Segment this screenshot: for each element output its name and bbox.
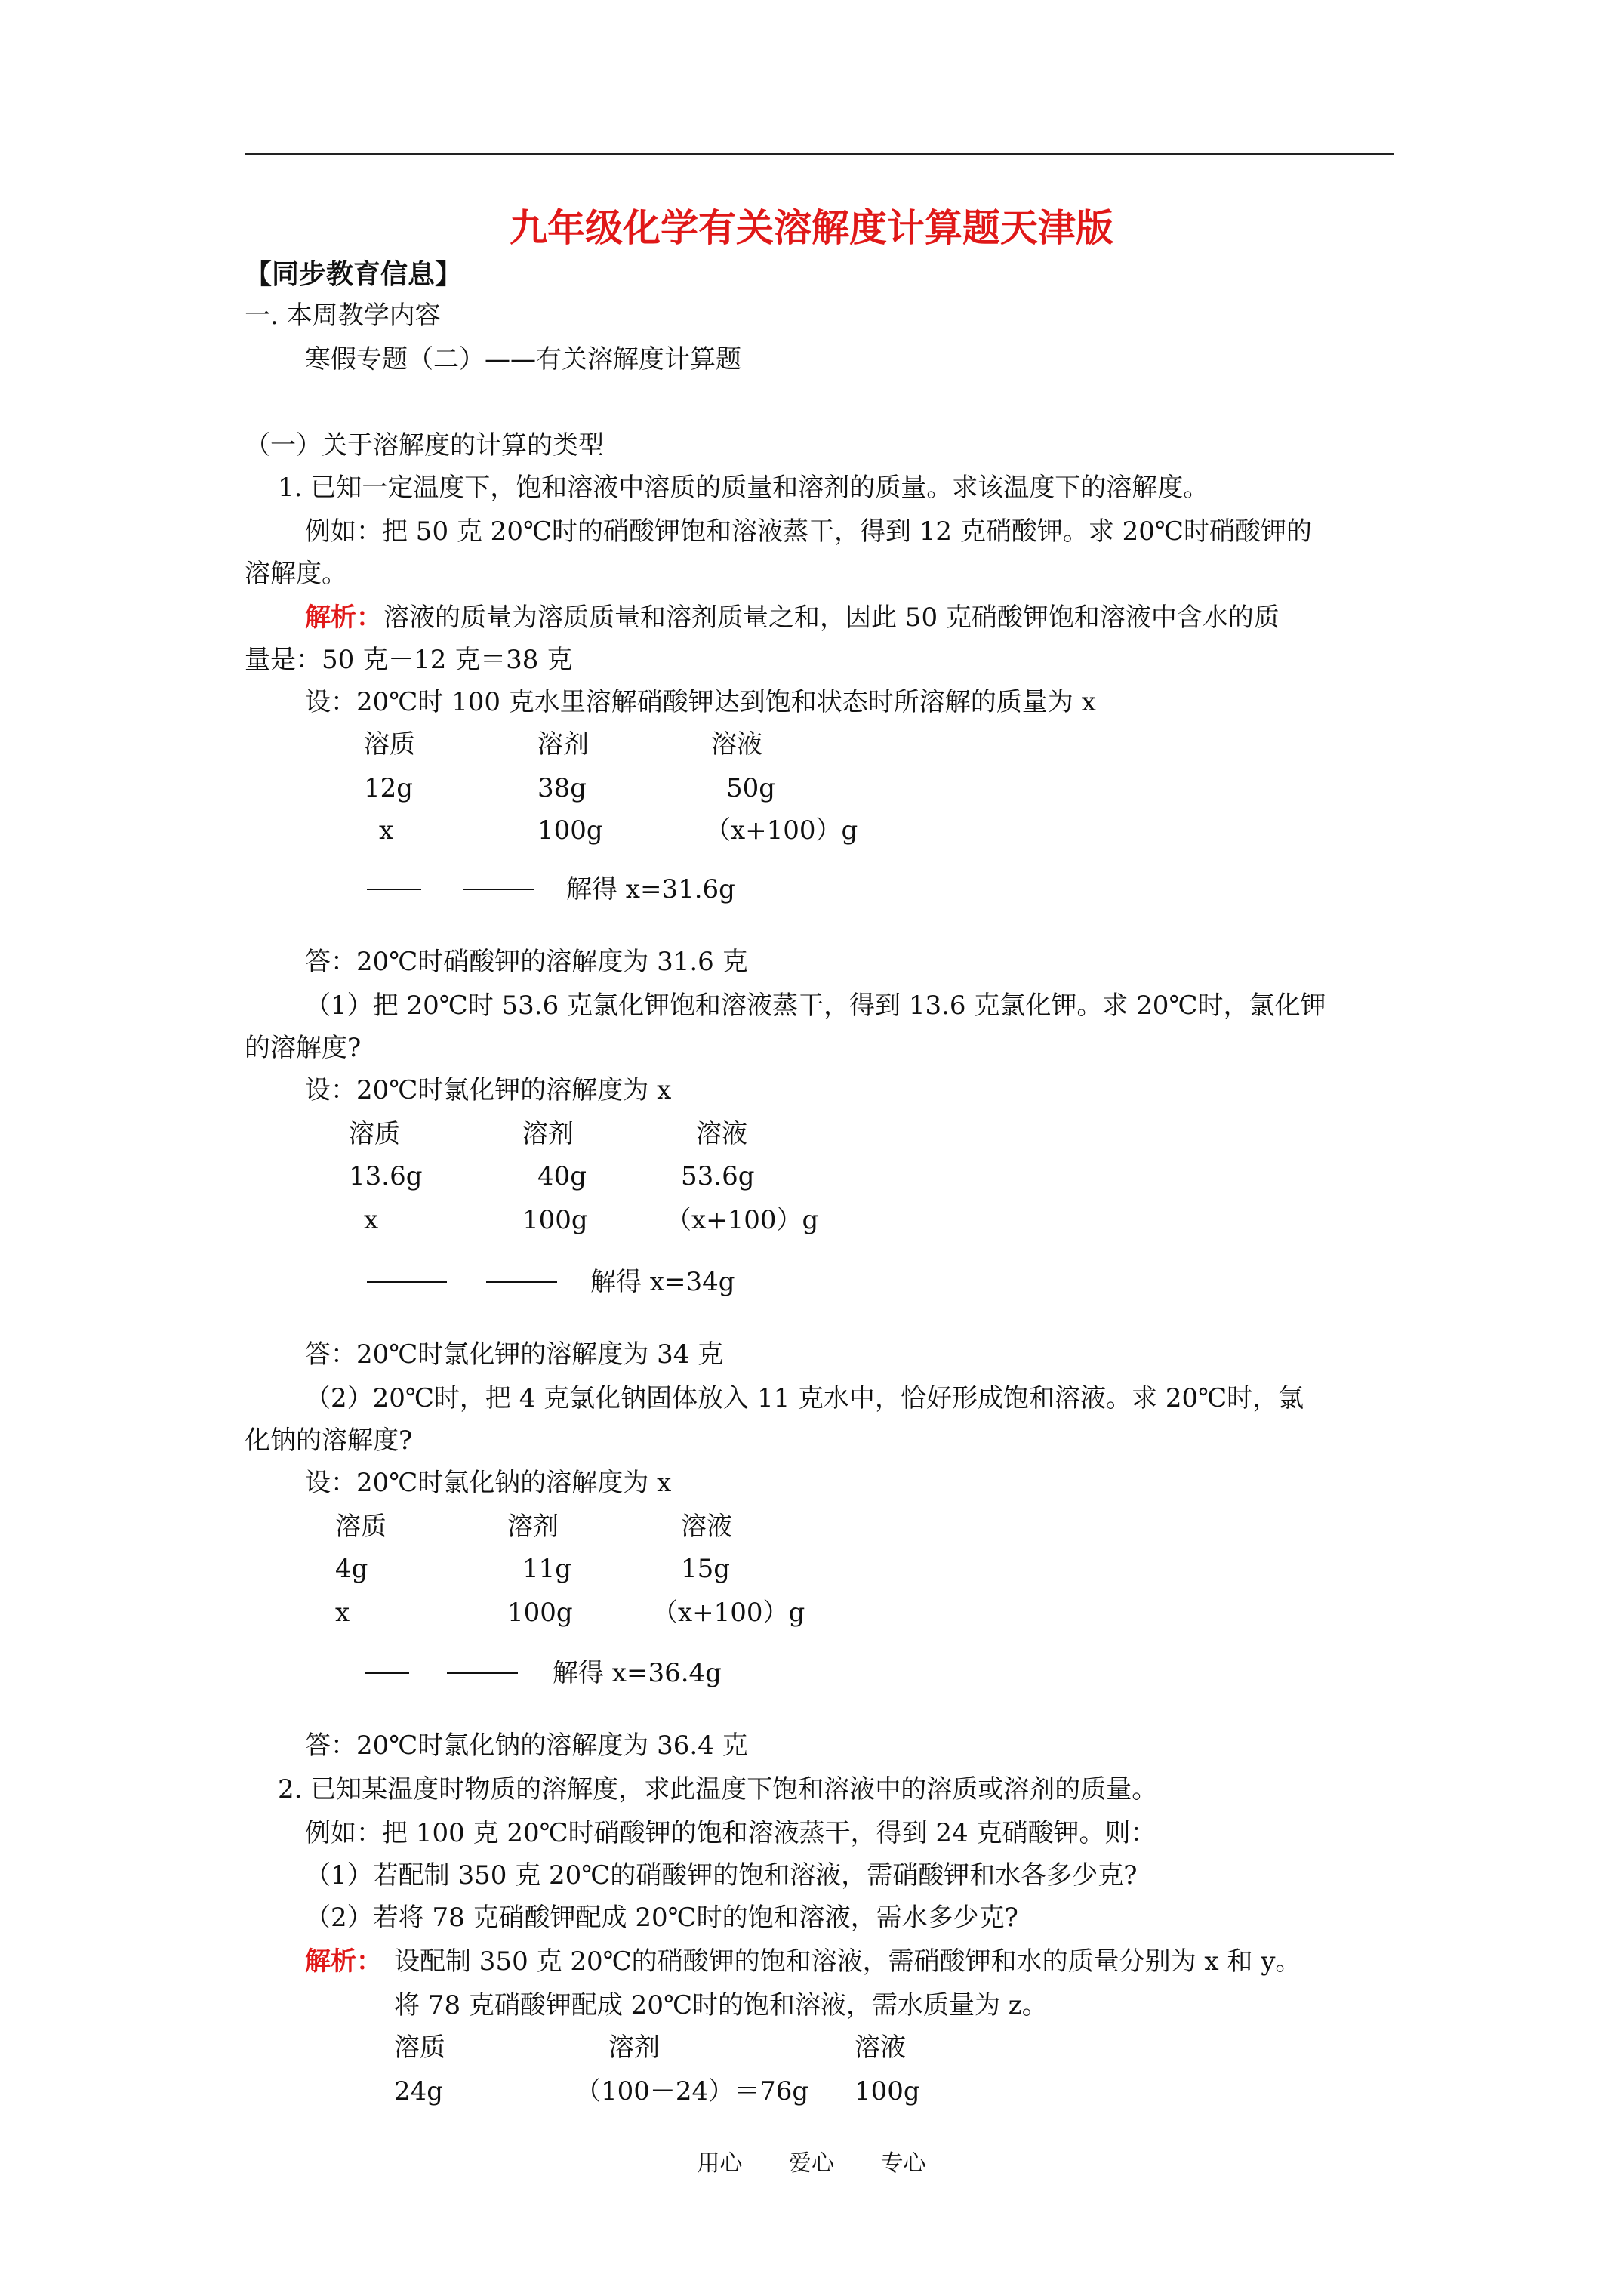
fraction-bar (365, 1672, 409, 1674)
section-header: 【同步教育信息】 (245, 259, 463, 290)
table3-header-solvent: 溶剂 (507, 1512, 559, 1542)
assume-2: 设：20℃时氯化钾的溶解度为 x (305, 1075, 672, 1105)
example-1: 例如：把 50 克 20℃时的硝酸钾饱和溶液蒸干，得到 12 克硝酸钾。求 20℃时硝酸钾的 (305, 516, 1312, 547)
page-title: 九年级化学有关溶解度计算题天津版 (510, 206, 1113, 250)
heading-1: 一. 本周教学内容 (245, 300, 441, 331)
analysis-label-2: 解析： (305, 1946, 382, 1977)
table1-header-solution: 溶液 (711, 729, 762, 760)
answer-1: 答：20℃时硝酸钾的溶解度为 31.6 克 (305, 947, 748, 977)
analysis-label-1: 解析： (305, 603, 382, 633)
answer-3: 答：20℃时氯化钠的溶解度为 36.4 克 (305, 1730, 748, 1761)
table3-header-solution: 溶液 (681, 1512, 732, 1542)
table4-cell: 100g (855, 2076, 920, 2106)
analysis-2-cont: 将 78 克硝酸钾配成 20℃时的饱和溶液，需水质量为 z。 (394, 1990, 1048, 2020)
table4-header-solution: 溶液 (855, 2032, 906, 2063)
table3-cell: 15g (681, 1554, 731, 1584)
fraction-bar (486, 1281, 557, 1283)
question-2-1: （1）若配制 350 克 20℃的硝酸钾的饱和溶液，需硝酸钾和水各多少克? (305, 1860, 1138, 1891)
table2-cell: 13.6g (349, 1161, 423, 1191)
assume-3: 设：20℃时氯化钠的溶解度为 x (305, 1468, 672, 1498)
table2-header-solution: 溶液 (696, 1119, 747, 1149)
table2-cell: x (364, 1205, 379, 1235)
table2-header-solvent: 溶剂 (522, 1119, 574, 1149)
analysis-2: 设配制 350 克 20℃的硝酸钾的饱和溶液，需硝酸钾和水的质量分别为 x 和 y。 (394, 1946, 1301, 1977)
header-rule (245, 153, 1394, 155)
table2-cell: （x+100）g (666, 1205, 819, 1235)
table1-cell: （x+100）g (705, 815, 858, 846)
fraction-bar (367, 1281, 447, 1283)
question-2-2: （2）若将 78 克硝酸钾配成 20℃时的饱和溶液，需水多少克? (305, 1903, 1018, 1933)
type-2-heading: 2. 已知某温度时物质的溶解度，求此温度下饱和溶液中的溶质或溶剂的质量。 (278, 1774, 1158, 1804)
table4-cell: （100－24）＝76g (575, 2076, 809, 2106)
table1-cell: 12g (364, 773, 414, 803)
problem-1-cont: 的溶解度? (245, 1033, 362, 1063)
table4-header-solvent: 溶剂 (608, 2032, 660, 2063)
table3-cell: 4g (335, 1554, 368, 1584)
problem-1: （1）把 20℃时 53.6 克氯化钾饱和溶液蒸干，得到 13.6 克氯化钾。求 20℃时，氯化钾 (305, 991, 1326, 1021)
analysis-1: 溶液的质量为溶质质量和溶剂质量之和，因此 50 克硝酸钾饱和溶液中含水的质 (383, 603, 1280, 633)
answer-2: 答：20℃时氯化钾的溶解度为 34 克 (305, 1339, 724, 1370)
table2-header-solute: 溶质 (349, 1119, 400, 1149)
problem-2: （2）20℃时，把 4 克氯化钠固体放入 11 克水中，恰好形成饱和溶液。求 20℃时，氯 (305, 1383, 1304, 1413)
analysis-1-cont: 量是：50 克－12 克＝38 克 (245, 645, 573, 675)
assume-1: 设：20℃时 100 克水里溶解硝酸钾达到饱和状态时所溶解的质量为 x (305, 687, 1096, 717)
subsection-heading: （一）关于溶解度的计算的类型 (245, 430, 604, 461)
fraction-bar (463, 889, 534, 890)
table3-cell: （x+100）g (652, 1598, 805, 1628)
table3-cell: x (335, 1598, 350, 1628)
footer-text: 爱心 (789, 2150, 834, 2177)
table4-cell: 24g (394, 2076, 444, 2106)
footer-text: 用心 (697, 2150, 743, 2177)
table3-header-solute: 溶质 (335, 1512, 387, 1542)
problem-2-cont: 化钠的溶解度? (245, 1425, 413, 1456)
table2-cell: 40g (537, 1161, 587, 1191)
solution-1: 解得 x=31.6g (566, 874, 735, 905)
table1-header-solvent: 溶剂 (537, 729, 589, 760)
table1-cell: 100g (537, 815, 603, 846)
example-1-cont: 溶解度。 (245, 559, 347, 589)
table1-cell: x (379, 815, 394, 846)
topic-line: 寒假专题（二）——有关溶解度计算题 (305, 344, 741, 374)
table2-cell: 53.6g (681, 1161, 755, 1191)
table3-cell: 100g (507, 1598, 573, 1628)
table2-cell: 100g (522, 1205, 588, 1235)
fraction-bar (447, 1672, 518, 1674)
table4-header-solute: 溶质 (394, 2032, 445, 2063)
table3-cell: 11g (522, 1554, 572, 1584)
solution-3: 解得 x=36.4g (553, 1658, 722, 1688)
example-2: 例如：把 100 克 20℃时硝酸钾的饱和溶液蒸干，得到 24 克硝酸钾。则： (305, 1818, 1156, 1848)
table1-cell: 50g (726, 773, 776, 803)
table1-cell: 38g (537, 773, 587, 803)
fraction-bar (367, 889, 421, 890)
solution-2: 解得 x=34g (590, 1267, 735, 1297)
page-footer (0, 2144, 1623, 2177)
type-1-heading: 1. 已知一定温度下，饱和溶液中溶质的质量和溶剂的质量。求该温度下的溶解度。 (278, 473, 1209, 503)
footer-text: 专心 (880, 2150, 926, 2177)
table1-header-solute: 溶质 (364, 729, 415, 760)
